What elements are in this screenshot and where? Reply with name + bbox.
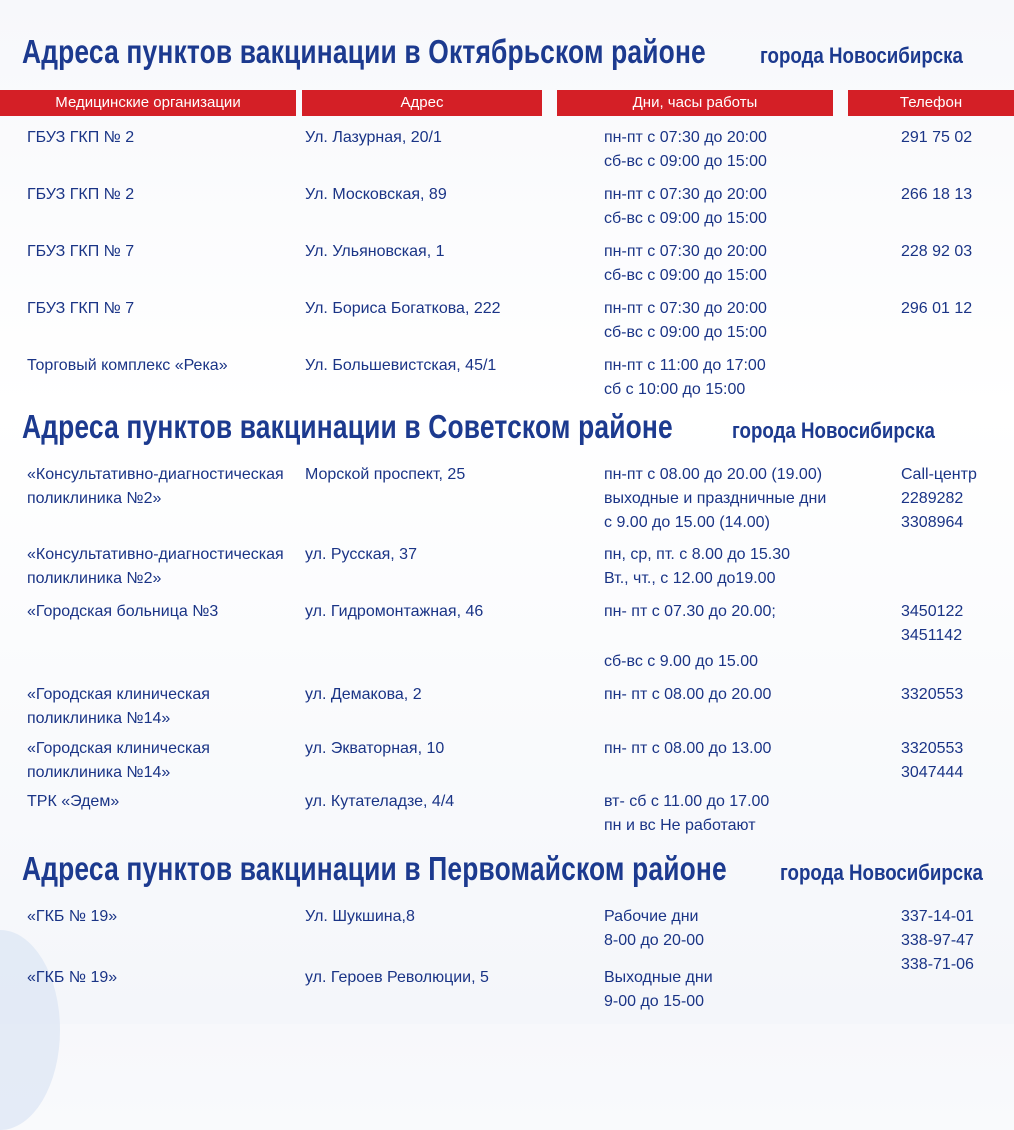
cell-line: сб-вс с 09:00 до 15:00 xyxy=(604,267,767,284)
cell-addr xyxy=(305,543,417,567)
cell-org xyxy=(27,737,210,785)
cell-line: 2289282 xyxy=(901,490,964,507)
section-title-sub: города Новосибирска xyxy=(731,418,935,443)
cell-hours xyxy=(604,183,767,231)
cell-line: ул. Демакова, 2 xyxy=(305,686,422,703)
cell-addr xyxy=(305,790,454,814)
cell-line: поликлиника №14» xyxy=(27,710,171,727)
cell-line: ул. Русская, 37 xyxy=(305,546,417,563)
cell-addr xyxy=(305,183,447,207)
cell-line: ул. Кутателадзе, 4/4 xyxy=(305,793,455,810)
cell-line: «Консультативно-диагностическая xyxy=(27,466,284,483)
cell-phone xyxy=(901,683,963,707)
cell-line: Ул. Шукшина,8 xyxy=(305,908,415,925)
cell-phone xyxy=(901,126,972,150)
cell-line: пн-пт с 07:30 до 20:00 xyxy=(604,243,767,260)
cell-line: сб-вс с 09:00 до 15:00 xyxy=(604,324,767,341)
cell-line: 3451142 xyxy=(901,627,963,644)
cell-org xyxy=(27,683,210,731)
cell-line: сб-вс с 09:00 до 15:00 xyxy=(604,153,767,170)
cell-phone xyxy=(901,183,972,207)
cell-line: Выходные дни xyxy=(604,969,713,986)
section-title-main: Адреса пунктов вакцинации в Первомайском районе xyxy=(22,850,727,887)
cell-line: сб с 10:00 до 15:00 xyxy=(604,381,746,398)
cell-line: ТРК «Эдем» xyxy=(27,793,120,810)
cell-hours xyxy=(604,905,704,953)
cell-line: 228 92 03 xyxy=(901,243,973,260)
cell-hours xyxy=(604,240,767,288)
cell-org xyxy=(27,240,134,264)
section-title-oktyabrsky xyxy=(22,33,999,71)
cell-line: пн- пт с 07.30 до 20.00; xyxy=(604,603,776,620)
cell-line: ул. Гидромонтажная, 46 xyxy=(305,603,484,620)
cell-line: «Городская клиническая xyxy=(27,686,210,703)
cell-line: пн- пт с 08.00 до 20.00 xyxy=(604,686,772,703)
cell-line: вт- сб с 11.00 до 17.00 xyxy=(604,793,770,810)
cell-org xyxy=(27,354,228,378)
cell-line: 338-71-06 xyxy=(901,956,974,973)
cell-line: 3320553 xyxy=(901,686,964,703)
cell-addr xyxy=(305,966,489,990)
column-header-org: Медицинские организации xyxy=(0,90,296,116)
cell-hours xyxy=(604,790,769,838)
cell-hours xyxy=(604,600,776,624)
cell-phone xyxy=(901,600,963,648)
cell-line: «Городская клиническая xyxy=(27,740,210,757)
cell-addr xyxy=(305,737,444,761)
cell-line: ул. Героев Революции, 5 xyxy=(305,969,489,986)
cell-line: поликлиника №2» xyxy=(27,570,162,587)
cell-line: ГБУЗ ГКП № 7 xyxy=(27,243,135,260)
cell-line: ГБУЗ ГКП № 2 xyxy=(27,129,135,146)
cell-line: 8-00 до 20-00 xyxy=(604,932,705,949)
column-header-address: Адрес xyxy=(302,90,542,116)
decorative-shape xyxy=(0,930,60,1130)
cell-line: с 9.00 до 15.00 (14.00) xyxy=(604,514,770,531)
section-title-sub: города Новосибирска xyxy=(759,43,963,68)
cell-line: 337-14-01 xyxy=(901,908,974,925)
cell-line: 3450122 xyxy=(901,603,964,620)
cell-line: 9-00 до 15-00 xyxy=(604,993,705,1010)
cell-addr xyxy=(305,354,496,378)
cell-org xyxy=(27,966,117,990)
cell-line: пн- пт с 08.00 до 13.00 xyxy=(604,740,772,757)
cell-line: пн-пт с 07:30 до 20:00 xyxy=(604,300,767,317)
cell-org xyxy=(27,297,134,321)
cell-addr xyxy=(305,905,415,929)
cell-line: «ГКБ № 19» xyxy=(27,908,118,925)
section-title-sub: города Новосибирска xyxy=(780,860,983,885)
cell-line: пн и вс Не работают xyxy=(604,817,756,834)
cell-phone xyxy=(901,905,974,977)
cell-line: 3047444 xyxy=(901,764,964,781)
cell-line: поликлиника №2» xyxy=(27,490,162,507)
column-header-phone: Телефон xyxy=(848,90,1014,116)
cell-phone xyxy=(901,240,972,264)
cell-hours xyxy=(604,737,771,761)
cell-line: 3320553 xyxy=(901,740,964,757)
section-title-pervomaysky xyxy=(22,850,1014,888)
cell-line: «Городская больница №3 xyxy=(27,603,219,620)
cell-hours xyxy=(604,126,767,174)
cell-line: пн-пт с 11:00 до 17:00 xyxy=(604,357,766,374)
cell-line: Call-центр xyxy=(901,466,977,483)
cell-org xyxy=(27,126,134,150)
cell-org xyxy=(27,905,117,929)
section-title-main: Адреса пунктов вакцинации в Советском районе xyxy=(22,408,673,445)
cell-line: 338-97-47 xyxy=(901,932,974,949)
cell-line: Ул. Бориса Богаткова, 222 xyxy=(305,300,501,317)
column-header-hours: Дни, часы работы xyxy=(557,90,833,116)
cell-line: ГБУЗ ГКП № 7 xyxy=(27,300,135,317)
cell-line: Ул. Ульяновская, 1 xyxy=(305,243,445,260)
cell-phone xyxy=(901,297,972,321)
cell-hours xyxy=(604,543,790,591)
cell-addr xyxy=(305,463,465,487)
cell-line: Ул. Большевистская, 45/1 xyxy=(305,357,497,374)
cell-hours xyxy=(604,354,766,402)
cell-line: Вт., чт., с 12.00 до19.00 xyxy=(604,570,776,587)
cell-hours-extra: сб-вс с 9.00 до 15.00 xyxy=(604,653,759,670)
cell-line: ул. Экваторная, 10 xyxy=(305,740,445,757)
cell-hours xyxy=(604,966,713,1014)
cell-line: Ул. Московская, 89 xyxy=(305,186,447,203)
cell-org xyxy=(27,600,218,624)
section-title-sovetsky xyxy=(22,408,970,446)
cell-hours xyxy=(604,297,767,345)
cell-line: 3308964 xyxy=(901,514,964,531)
cell-line: пн-пт с 07:30 до 20:00 xyxy=(604,186,767,203)
cell-line: поликлиника №14» xyxy=(27,764,171,781)
cell-line: ГБУЗ ГКП № 2 xyxy=(27,186,135,203)
cell-hours xyxy=(604,683,771,707)
cell-addr xyxy=(305,683,422,707)
cell-addr xyxy=(305,600,483,624)
cell-line: Рабочие дни xyxy=(604,908,699,925)
cell-line: 296 01 12 xyxy=(901,300,973,317)
cell-hours xyxy=(604,463,826,535)
cell-line: сб-вс с 09:00 до 15:00 xyxy=(604,210,767,227)
cell-line: Торговый комплекс «Река» xyxy=(27,357,228,374)
cell-line: пн, ср, пт. с 8.00 до 15.30 xyxy=(604,546,791,563)
cell-org xyxy=(27,543,284,591)
cell-line: пн-пт с 08.00 до 20.00 (19.00) xyxy=(604,466,823,483)
section-title-main: Адреса пунктов вакцинации в Октябрьском районе xyxy=(22,33,706,70)
cell-line: «ГКБ № 19» xyxy=(27,969,118,986)
cell-line: выходные и праздничные дни xyxy=(604,490,827,507)
cell-addr xyxy=(305,126,442,150)
cell-addr xyxy=(305,240,445,264)
cell-org xyxy=(27,463,284,511)
cell-phone xyxy=(901,737,963,785)
cell-line: пн-пт с 07:30 до 20:00 xyxy=(604,129,767,146)
cell-line: 291 75 02 xyxy=(901,129,973,146)
cell-line: «Консультативно-диагностическая xyxy=(27,546,284,563)
cell-line: Ул. Лазурная, 20/1 xyxy=(305,129,442,146)
cell-org xyxy=(27,183,134,207)
cell-org xyxy=(27,790,119,814)
cell-line: 266 18 13 xyxy=(901,186,973,203)
cell-phone xyxy=(901,463,977,535)
cell-line: Морской проспект, 25 xyxy=(305,466,466,483)
cell-addr xyxy=(305,297,501,321)
